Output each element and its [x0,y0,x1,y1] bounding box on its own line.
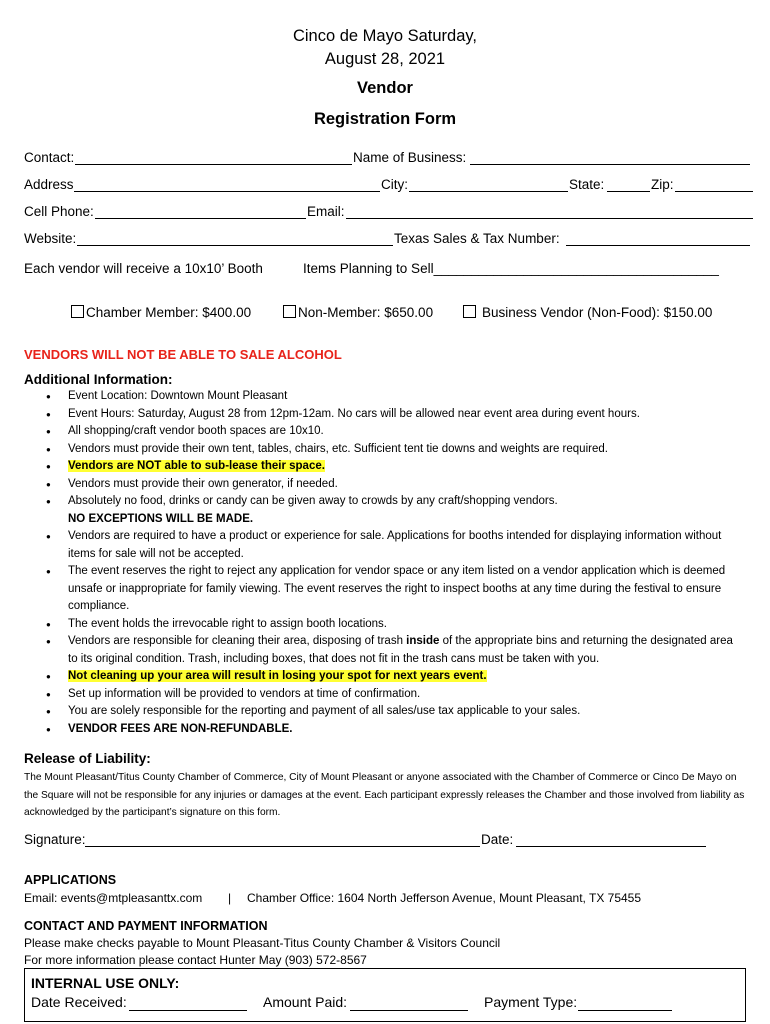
list-item: ● All shopping/craft vendor booth spaces are 10x10. [24,423,744,441]
option-chamber-member[interactable]: Chamber Member: $400.00 [71,305,251,323]
event-title: Cinco de Mayo Saturday, [292,27,478,45]
tax-number-field[interactable] [566,231,750,246]
city-field[interactable] [409,177,568,192]
release-heading: Release of Liability: [24,751,151,766]
date-field[interactable] [516,832,706,847]
applications-heading: APPLICATIONS [24,873,117,887]
contact-field[interactable] [75,150,352,165]
form-title-registration: Registration Form [313,110,457,128]
zip-field[interactable] [675,177,753,192]
email-field[interactable] [346,204,753,219]
info-list [24,388,744,738]
contact-label: Contact: [24,150,75,165]
website-label: Website: [24,231,77,246]
state-field[interactable] [607,177,650,192]
list-item: ● Vendors are NOT able to sub-lease their space. [24,458,744,476]
payment-instruction: Please make checks payable to Mount Pleasant-Titus County Chamber & Visitors Council [24,936,501,950]
signature-field[interactable] [85,832,480,847]
city-label: City: [381,177,408,192]
list-item: ● The event holds the irrevocable right to assign booth locations. [24,616,744,634]
list-item: ● Vendors must provide their own tent, tables, chairs, etc. Sufficient tent tie downs and weights are required. [24,441,744,459]
date-received-field[interactable] [129,996,247,1011]
applications-email: Email: events@mtpleasanttx.com [24,891,203,905]
cell-phone-label: Cell Phone: [24,204,94,219]
payment-type-label: Payment Type: [484,994,578,1010]
contact-payment-heading: CONTACT AND PAYMENT INFORMATION [24,919,268,933]
signature-label: Signature: [24,832,86,847]
list-item: ● Vendors are required to have a product or experience for sale. Applications for booths intended for displaying information without items for sale will not be accepted. [24,528,744,563]
checkbox-icon[interactable] [71,305,84,318]
list-item: ● Event Hours: Saturday, August 28 from 12pm-12am. No cars will be allowed near event area during event hours. [24,406,744,424]
address-label: Address [24,177,74,192]
release-text: The Mount Pleasant/Titus County Chamber of Commerce, City of Mount Pleasant or anyone associated with the Chamber of Commerce or Cinco De Mayo on the Square will not be responsible for any injuries or damages at the event. Each participant expressly releases the Chamber and those involved from liability as acknowledged by the participant’s signature on this form. [24,772,745,818]
list-item: ● Not cleaning up your area will result in losing your spot for next years event. [24,668,744,686]
contact-info: For more information please contact Hunter May (903) 572-8567 [24,953,367,967]
internal-use-heading: INTERNAL USE ONLY: [31,975,180,991]
applications-office: Chamber Office: 1604 North Jefferson Avenue, Mount Pleasant, TX 75455 [247,891,642,905]
date-received-label: Date Received: [31,994,127,1010]
email-label: Email: [307,204,345,219]
website-field[interactable] [77,231,393,246]
amount-paid-field[interactable] [350,996,468,1011]
list-item: ● Event Location: Downtown Mount Pleasant [24,388,744,406]
list-item: ● Absolutely no food, drinks or candy can be given away to crowds by any craft/shopping vendors. NO EXCEPTIONS WILL BE MADE. [24,493,744,528]
alcohol-warning: VENDORS WILL NOT BE ABLE TO SALE ALCOHOL [24,347,342,362]
list-item: ● Vendors are responsible for cleaning their area, disposing of trash inside of the appropriate bins and returning the designated area to its original condition. Trash, including boxes, that does not fit in the trash cans must be taken with you. [24,633,744,668]
applications-separator: | [228,891,232,905]
list-item: ● VENDOR FEES ARE NON-REFUNDABLE. [24,721,744,739]
zip-label: Zip: [651,177,674,192]
business-name-field[interactable] [470,150,750,165]
internal-use-box [24,968,746,1022]
amount-paid-label: Amount Paid: [263,994,348,1010]
list-item: ● You are solely responsible for the reporting and payment of all sales/use tax applicable to your sales. [24,703,744,721]
tax-number-label: Texas Sales & Tax Number: [394,231,560,246]
option-non-member[interactable]: Non-Member: $650.00 [283,305,433,323]
address-field[interactable] [74,177,380,192]
list-item: ● Vendors must provide their own generator, if needed. [24,476,744,494]
event-date: August 28, 2021 [324,50,446,68]
booth-note: Each vendor will receive a 10x10’ Booth [24,261,263,276]
business-name-label: Name of Business: [353,150,467,165]
additional-info-heading: Additional Information: [24,372,173,387]
checkbox-icon[interactable] [283,305,296,318]
form-title-vendor: Vendor [357,79,413,97]
list-item: ● Set up information will be provided to vendors at time of confirmation. [24,686,744,704]
list-item: ● The event reserves the right to reject any application for vendor space or any item listed on a vendor application which is deemed unsafe or inappropriate for family viewing. The event reserves the right to inspect booths at any time during the festival to ensure compliance. [24,563,744,616]
date-label: Date: [481,832,514,847]
items-planning-field[interactable]: Items Planning to Sell______________________________________ [303,261,719,276]
payment-type-field[interactable] [578,996,672,1011]
checkbox-icon[interactable] [463,305,476,318]
state-label: State: [569,177,605,192]
option-business-vendor[interactable]: Business Vendor (Non-Food): $150.00 [463,305,712,323]
cell-phone-field[interactable] [95,204,306,219]
